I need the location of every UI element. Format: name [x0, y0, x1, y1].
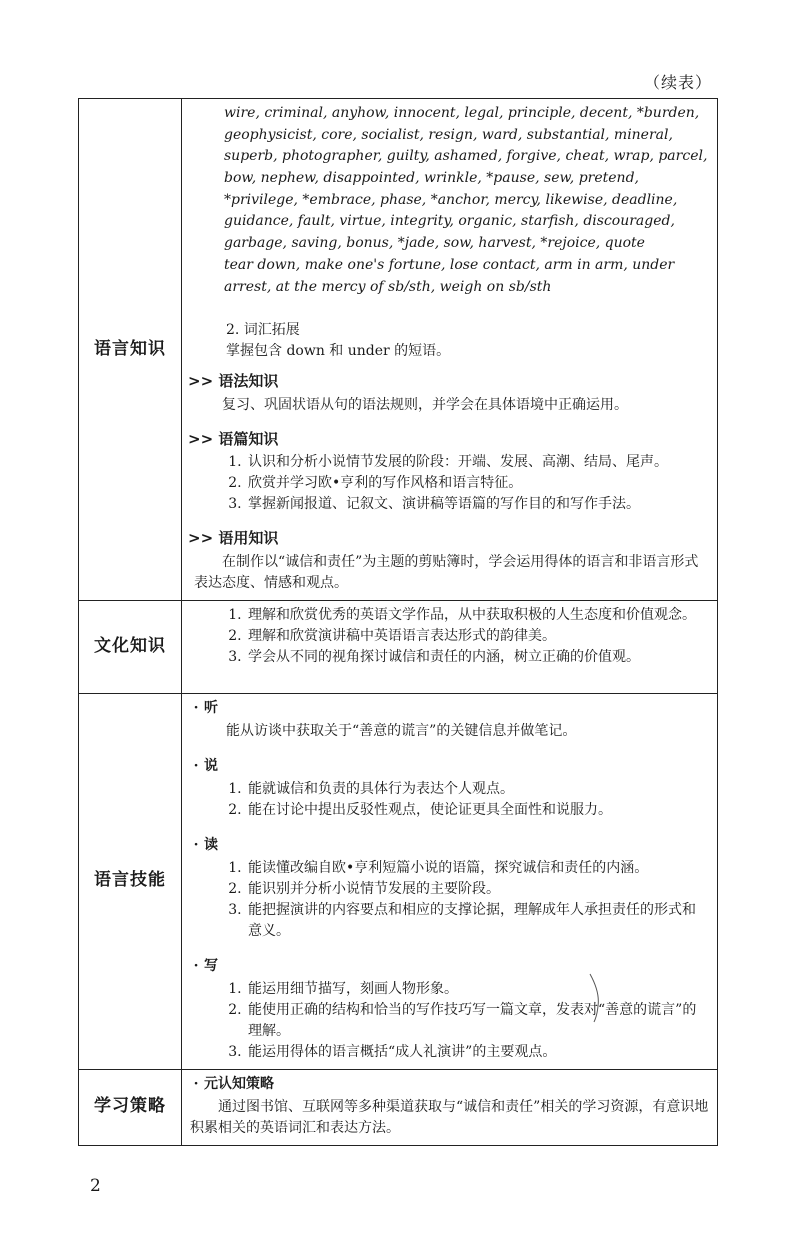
continued-label: （续表） [643, 73, 712, 92]
read-heading [188, 835, 709, 856]
write-head-label: 写 [204, 957, 218, 974]
list-item: 3. 能把握演讲的内容要点和相应的支撑论据，理解成年人承担责任的形式和意义。 [246, 900, 709, 942]
pencil-mark-icon [588, 972, 608, 1024]
culture-list [188, 605, 709, 668]
vocab-expansion-text: 掌握包含 down 和 under 的短语。 [226, 343, 451, 360]
category-culture-knowledge: 文化知识 [79, 600, 182, 693]
read-list [188, 858, 709, 942]
list-item: 3. 掌握新闻报道、记叙文、演讲稿等语篇的写作目的和写作手法。 [246, 494, 709, 515]
speak-head-label: 说 [204, 757, 218, 774]
speak-heading [188, 756, 709, 777]
bullet-dot-icon: · [193, 699, 199, 716]
metacognitive-head-label: 元认知策略 [204, 1075, 274, 1092]
vocab-words: wire, criminal, anyhow, innocent, legal, principle, decent, *burden, geophysicist, core, socialist, resign, ward, substantial, mineral, superb, photographer, guilty, ashamed, forgive, cheat, wrap, parcel, bow, nephew, disappointed, wrinkle, *pause, sew, pretend, *privilege, *embrace, phase, *anchor, mercy, likewise, deadline, guidance, fault, virtue, integrity, organic, starfish, discouraged, garbage, saving, bonus, *jade, sow, harvest, *rejoice, quote [224, 105, 708, 252]
speak-list [188, 779, 709, 821]
bullet-dot-icon: · [193, 836, 199, 853]
pragmatic-heading: >> 语用知识 [188, 529, 279, 548]
pragmatic-text: 在制作以“诚信和责任”为主题的剪贴簿时，学会运用得体的语言和非语言形式表达态度、情感和观点。 [194, 553, 699, 591]
vocab-phrases: tear down, make one's fortune, lose contact, arm in arm, under arrest, at the mercy of sb/sth, weigh on sb/sth [224, 256, 675, 295]
list-item: 1. 理解和欣赏优秀的英语文学作品，从中获取积极的人生态度和价值观念。 [246, 605, 709, 626]
vocab-expansion-title: 2. 词汇拓展 [226, 322, 300, 339]
bullet-dot-icon: · [193, 757, 199, 774]
listen-head-label: 听 [204, 699, 218, 716]
discourse-heading: >> 语篇知识 [188, 429, 279, 448]
page-number: 2 [90, 1176, 101, 1196]
discourse-list [188, 452, 709, 515]
list-item: 1. 能运用细节描写，刻画人物形象。 [246, 979, 709, 1000]
list-item: 2. 能识别并分析小说情节发展的主要阶段。 [246, 879, 709, 900]
list-item: 2. 欣赏并学习欧•亨利的写作风格和语言特征。 [246, 473, 709, 494]
grammar-heading: >> 语法知识 [188, 372, 279, 391]
list-item: 1. 能就诚信和负责的具体行为表达个人观点。 [246, 779, 709, 800]
content-language-knowledge [182, 99, 718, 601]
metacognitive-heading [188, 1074, 709, 1095]
table-row-language-knowledge [79, 99, 718, 601]
table-row-culture-knowledge [79, 600, 718, 693]
content-language-skills [182, 693, 718, 1069]
vocab-list [188, 103, 709, 298]
listen-heading [188, 698, 709, 719]
list-item: 3. 学会从不同的视角探讨诚信和责任的内涵，树立正确的价值观。 [246, 647, 709, 668]
content-learning-strategies [182, 1069, 718, 1145]
category-learning-strategies: 学习策略 [79, 1069, 182, 1145]
bullet-dot-icon: · [193, 1075, 199, 1092]
content-culture-knowledge [182, 600, 718, 693]
table-row-language-skills [79, 693, 718, 1069]
grammar-text: 复习、巩固状语从句的语法规则，并学会在具体语境中正确运用。 [222, 396, 628, 413]
list-item: 1. 能读懂改编自欧•亨利短篇小说的语篇，探究诚信和责任的内涵。 [246, 858, 709, 879]
curriculum-table [78, 98, 718, 1146]
list-item: 2. 理解和欣赏演讲稿中英语语言表达形式的韵律美。 [246, 626, 709, 647]
metacognitive-text: 通过图书馆、互联网等多种渠道获取与“诚信和责任”相关的学习资源，有意识地积累相关的英语词汇和表达方法。 [190, 1098, 709, 1136]
category-language-knowledge: 语言知识 [79, 99, 182, 601]
bullet-dot-icon: · [193, 957, 199, 974]
list-item: 3. 能运用得体的语言概括“成人礼演讲”的主要观点。 [246, 1042, 709, 1063]
listen-text: 能从访谈中获取关于“善意的谎言”的关键信息并做笔记。 [226, 722, 577, 739]
list-item: 2. 能使用正确的结构和恰当的写作技巧写一篇文章，发表对“善意的谎言”的理解。 [246, 1000, 709, 1042]
write-heading [188, 956, 709, 977]
write-list [188, 979, 709, 1063]
list-item: 2. 能在讨论中提出反驳性观点，使论证更具全面性和说服力。 [246, 800, 709, 821]
table-row-learning-strategies [79, 1069, 718, 1145]
list-item: 1. 认识和分析小说情节发展的阶段：开端、发展、高潮、结局、尾声。 [246, 452, 709, 473]
category-language-skills: 语言技能 [79, 693, 182, 1069]
read-head-label: 读 [204, 836, 218, 853]
